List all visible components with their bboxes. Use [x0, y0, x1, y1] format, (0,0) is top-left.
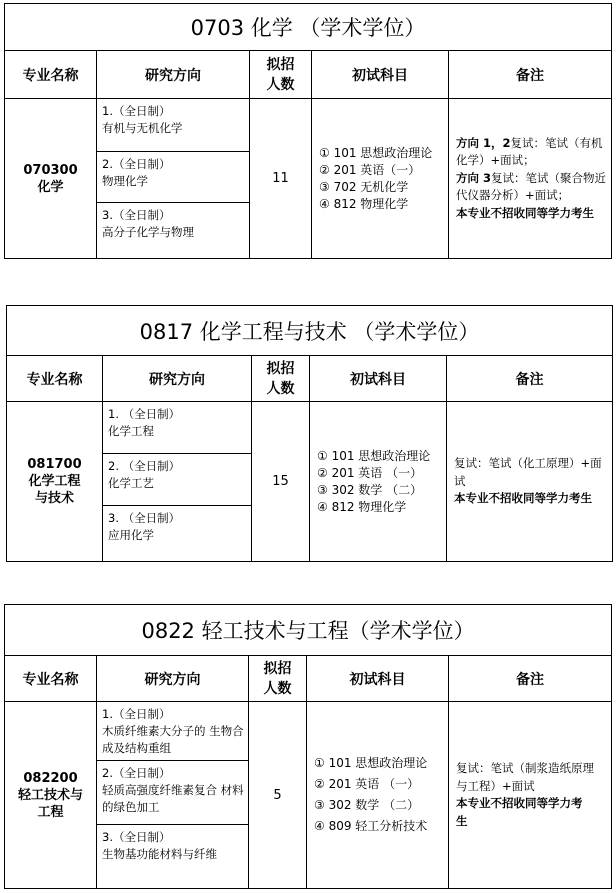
direction-item	[97, 203, 249, 257]
direction-mode: 3.（全日制）	[102, 830, 171, 844]
direction-item	[97, 702, 248, 761]
major-name: 化学工程	[28, 474, 81, 489]
major-name: 化学	[37, 179, 64, 195]
remark-line: 本专业不招收同等学力考生	[456, 205, 594, 220]
remark-line: 生	[456, 813, 468, 828]
major-code: 082200	[23, 770, 78, 786]
remarks-cell	[449, 99, 612, 259]
header-remarks: 备注	[449, 51, 612, 99]
header-direction: 研究方向	[103, 356, 252, 402]
direction-item	[97, 825, 248, 888]
exams-cell	[312, 99, 449, 259]
program-table-0817	[6, 305, 613, 562]
direction-name: 轻质高强度纤维素复合 材料的绿色加工	[102, 783, 244, 814]
header-quota	[250, 51, 312, 99]
remark-line: 复试：笔试（化工原理）+面试	[454, 456, 602, 488]
header-quota-line1: 拟招	[263, 660, 292, 677]
remark-line: 与工程）+面试	[456, 778, 535, 793]
remarks-cell	[447, 402, 613, 562]
exam-subject: ② 201 英语 （一）	[314, 777, 420, 791]
direction-name: 有机与无机化学	[102, 121, 183, 135]
program-title: 0817 化学工程与技术 （学术学位）	[7, 306, 613, 356]
direction-item	[103, 454, 251, 506]
major-cell	[5, 702, 97, 889]
direction-mode: 1. （全日制）	[108, 407, 181, 421]
header-quota-line2: 人数	[266, 380, 295, 397]
header-major: 专业名称	[5, 656, 97, 702]
header-exams: 初试科目	[310, 356, 447, 402]
remark-line: 方向 1，2复试：笔试（有机	[456, 135, 603, 150]
direction-item	[103, 402, 251, 454]
exam-subject: ① 101 思想政治理论	[319, 145, 433, 160]
program-table-0703	[4, 3, 612, 259]
direction-mode: 2.（全日制）	[102, 766, 171, 780]
exam-subject: ② 201 英语（一）	[319, 162, 421, 177]
directions-cell	[103, 402, 252, 562]
major-name: 轻工技术与	[17, 787, 83, 803]
exam-subject: ④ 812 物理化学	[317, 499, 407, 514]
header-remarks: 备注	[447, 356, 613, 402]
remarks-cell	[449, 702, 612, 889]
direction-item	[97, 761, 248, 825]
exam-subject: ④ 809 轻工分析技术	[314, 819, 428, 833]
quota-value: 5	[249, 702, 307, 889]
header-quota-line1: 拟招	[266, 56, 295, 73]
exams-cell	[307, 702, 449, 889]
major-cell	[7, 402, 103, 562]
exam-subject: ② 201 英语 （一）	[317, 465, 423, 480]
exam-subject: ③ 302 数学 （二）	[317, 482, 423, 497]
header-exams: 初试科目	[312, 51, 449, 99]
header-major: 专业名称	[7, 356, 103, 402]
remark-line: 复试：笔试（制浆造纸原理	[456, 761, 594, 775]
major-name: 与技术	[34, 491, 74, 506]
header-quota	[249, 656, 307, 702]
major-name: 工程	[37, 804, 64, 820]
direction-item	[103, 506, 251, 561]
exam-subject: ① 101 思想政治理论	[317, 448, 431, 463]
header-remarks: 备注	[449, 656, 612, 702]
quota-value: 11	[250, 99, 312, 259]
directions-cell	[97, 702, 249, 889]
exam-subject: ④ 812 物理化学	[319, 196, 409, 211]
program-title: 0822 轻工技术与工程（学术学位）	[5, 605, 612, 656]
remark-line: 本专业不招收同等学力考	[456, 796, 583, 810]
direction-mode: 2.（全日制）	[102, 157, 171, 171]
header-exams: 初试科目	[307, 656, 449, 702]
direction-mode: 3. （全日制）	[108, 511, 181, 525]
header-major: 专业名称	[5, 51, 97, 99]
header-quota-line2: 人数	[266, 76, 295, 93]
program-table-0822	[4, 604, 612, 889]
direction-name: 化学工艺	[108, 476, 154, 490]
direction-mode: 2. （全日制）	[108, 459, 181, 473]
remark-line: 化学）+面试；	[456, 153, 535, 168]
direction-name: 高分子化学与物理	[102, 225, 194, 239]
header-quota-line1: 拟招	[266, 360, 295, 377]
major-code: 070300	[23, 162, 78, 178]
major-code: 081700	[27, 457, 82, 472]
major-cell	[5, 99, 97, 259]
direction-mode: 1.（全日制）	[102, 707, 171, 721]
direction-name: 生物基功能材料与纤维	[102, 847, 217, 861]
direction-name: 物理化学	[102, 174, 148, 188]
program-title: 0703 化学 （学术学位）	[5, 4, 612, 51]
exams-cell	[310, 402, 447, 562]
remark-line: 方向 3复试：笔试（聚合物近	[456, 170, 607, 185]
directions-cell	[97, 99, 250, 259]
direction-item	[97, 152, 249, 203]
direction-mode: 3.（全日制）	[102, 208, 171, 222]
quota-value: 15	[252, 402, 310, 562]
direction-item	[97, 99, 249, 152]
exam-subject: ① 101 思想政治理论	[314, 756, 428, 770]
remark-line: 本专业不招收同等学力考生	[454, 491, 592, 506]
direction-mode: 1.（全日制）	[102, 104, 171, 118]
header-quota-line2: 人数	[263, 680, 292, 697]
header-quota	[252, 356, 310, 402]
header-direction: 研究方向	[97, 656, 249, 702]
direction-name: 化学工程	[108, 424, 154, 438]
exam-subject: ③ 702 无机化学	[319, 179, 409, 194]
direction-name: 应用化学	[108, 528, 154, 542]
exam-subject: ③ 302 数学 （二）	[314, 798, 420, 812]
remark-line: 代仪器分析）+面试；	[456, 188, 570, 203]
direction-name: 木质纤维素大分子的 生物合成及结构重组	[102, 724, 244, 755]
header-direction: 研究方向	[97, 51, 250, 99]
